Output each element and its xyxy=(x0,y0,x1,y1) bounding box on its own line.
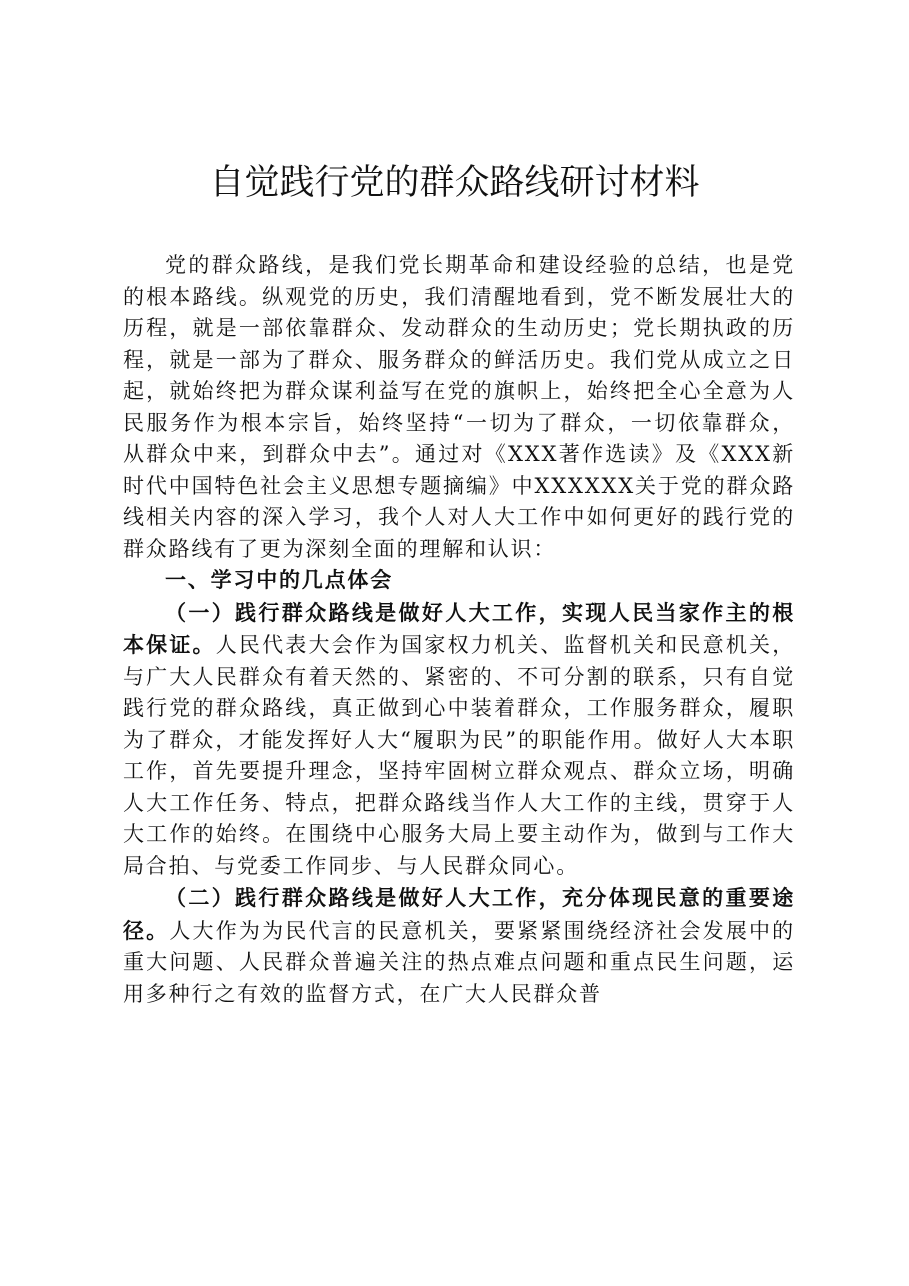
point-1-paragraph xyxy=(123,597,795,883)
point-2-heading: （二）践行群众路线是做好人大工作，充分体现民意的重要途径。 xyxy=(123,885,795,943)
section-heading-1: 一、学习中的几点体会 xyxy=(165,568,393,592)
point-1-body: 人民代表大会作为国家权力机关、监督机关和民意机关，与广大人民群众有着天然的、紧密的、不可分割的联系，只有自觉践行党的群众路线，真正做到心中装着群众，工作服务群众，履职为了群众，才能发挥好人大“履职为民”的职能作用。做好人大本职工作，首先要提升理念，坚持牢固树立群众观点、群众立场，明确人大工作任务、特点，把群众路线当作人大工作的主线，贯穿于人大工作的始终。在围绕中心服务大局上要主动作为，做到与工作大局合拍、与党委工作同步、与人民群众同心。 xyxy=(123,633,796,878)
document-title: 自觉践行党的群众路线研讨材料 xyxy=(209,163,700,203)
document-body xyxy=(123,250,795,1010)
point-1-heading: （一）践行群众路线是做好人大工作，实现人民当家作主的根本保证。 xyxy=(123,599,795,657)
point-2-paragraph xyxy=(123,882,795,1010)
intro-paragraph: 党的群众路线，是我们党长期革命和建设经验的总结，也是党的根本路线。纵观党的历史，我们清醒地看到，党不断发展壮大的历程，就是一部依靠群众、发动群众的生动历史；党长期执政的历程，就是一部为了群众、服务群众的鲜活历史。我们党从成立之日起，就始终把为群众谋利益写在党的旗帜上，始终把全心全意为人民服务作为根本宗旨，始终坚持“一切为了群众，一切依靠群众，从群众中来，到群众中去”。通过对《XXX著作选读》及《XXX新时代中国特色社会主义思想专题摘编》中XXXXXX关于党的群众路线相关内容的深入学习，我个人对人大工作中如何更好的践行党的群众路线有了更为深刻全面的理解和认识： xyxy=(123,253,795,561)
point-2-body: 人大作为为民代言的民意机关，要紧紧围绕经济社会发展中的重大问题、人民群众普遍关注的热点难点问题和重点民生问题，运用多种行之有效的监督方式，在广大人民群众普 xyxy=(123,918,795,1006)
